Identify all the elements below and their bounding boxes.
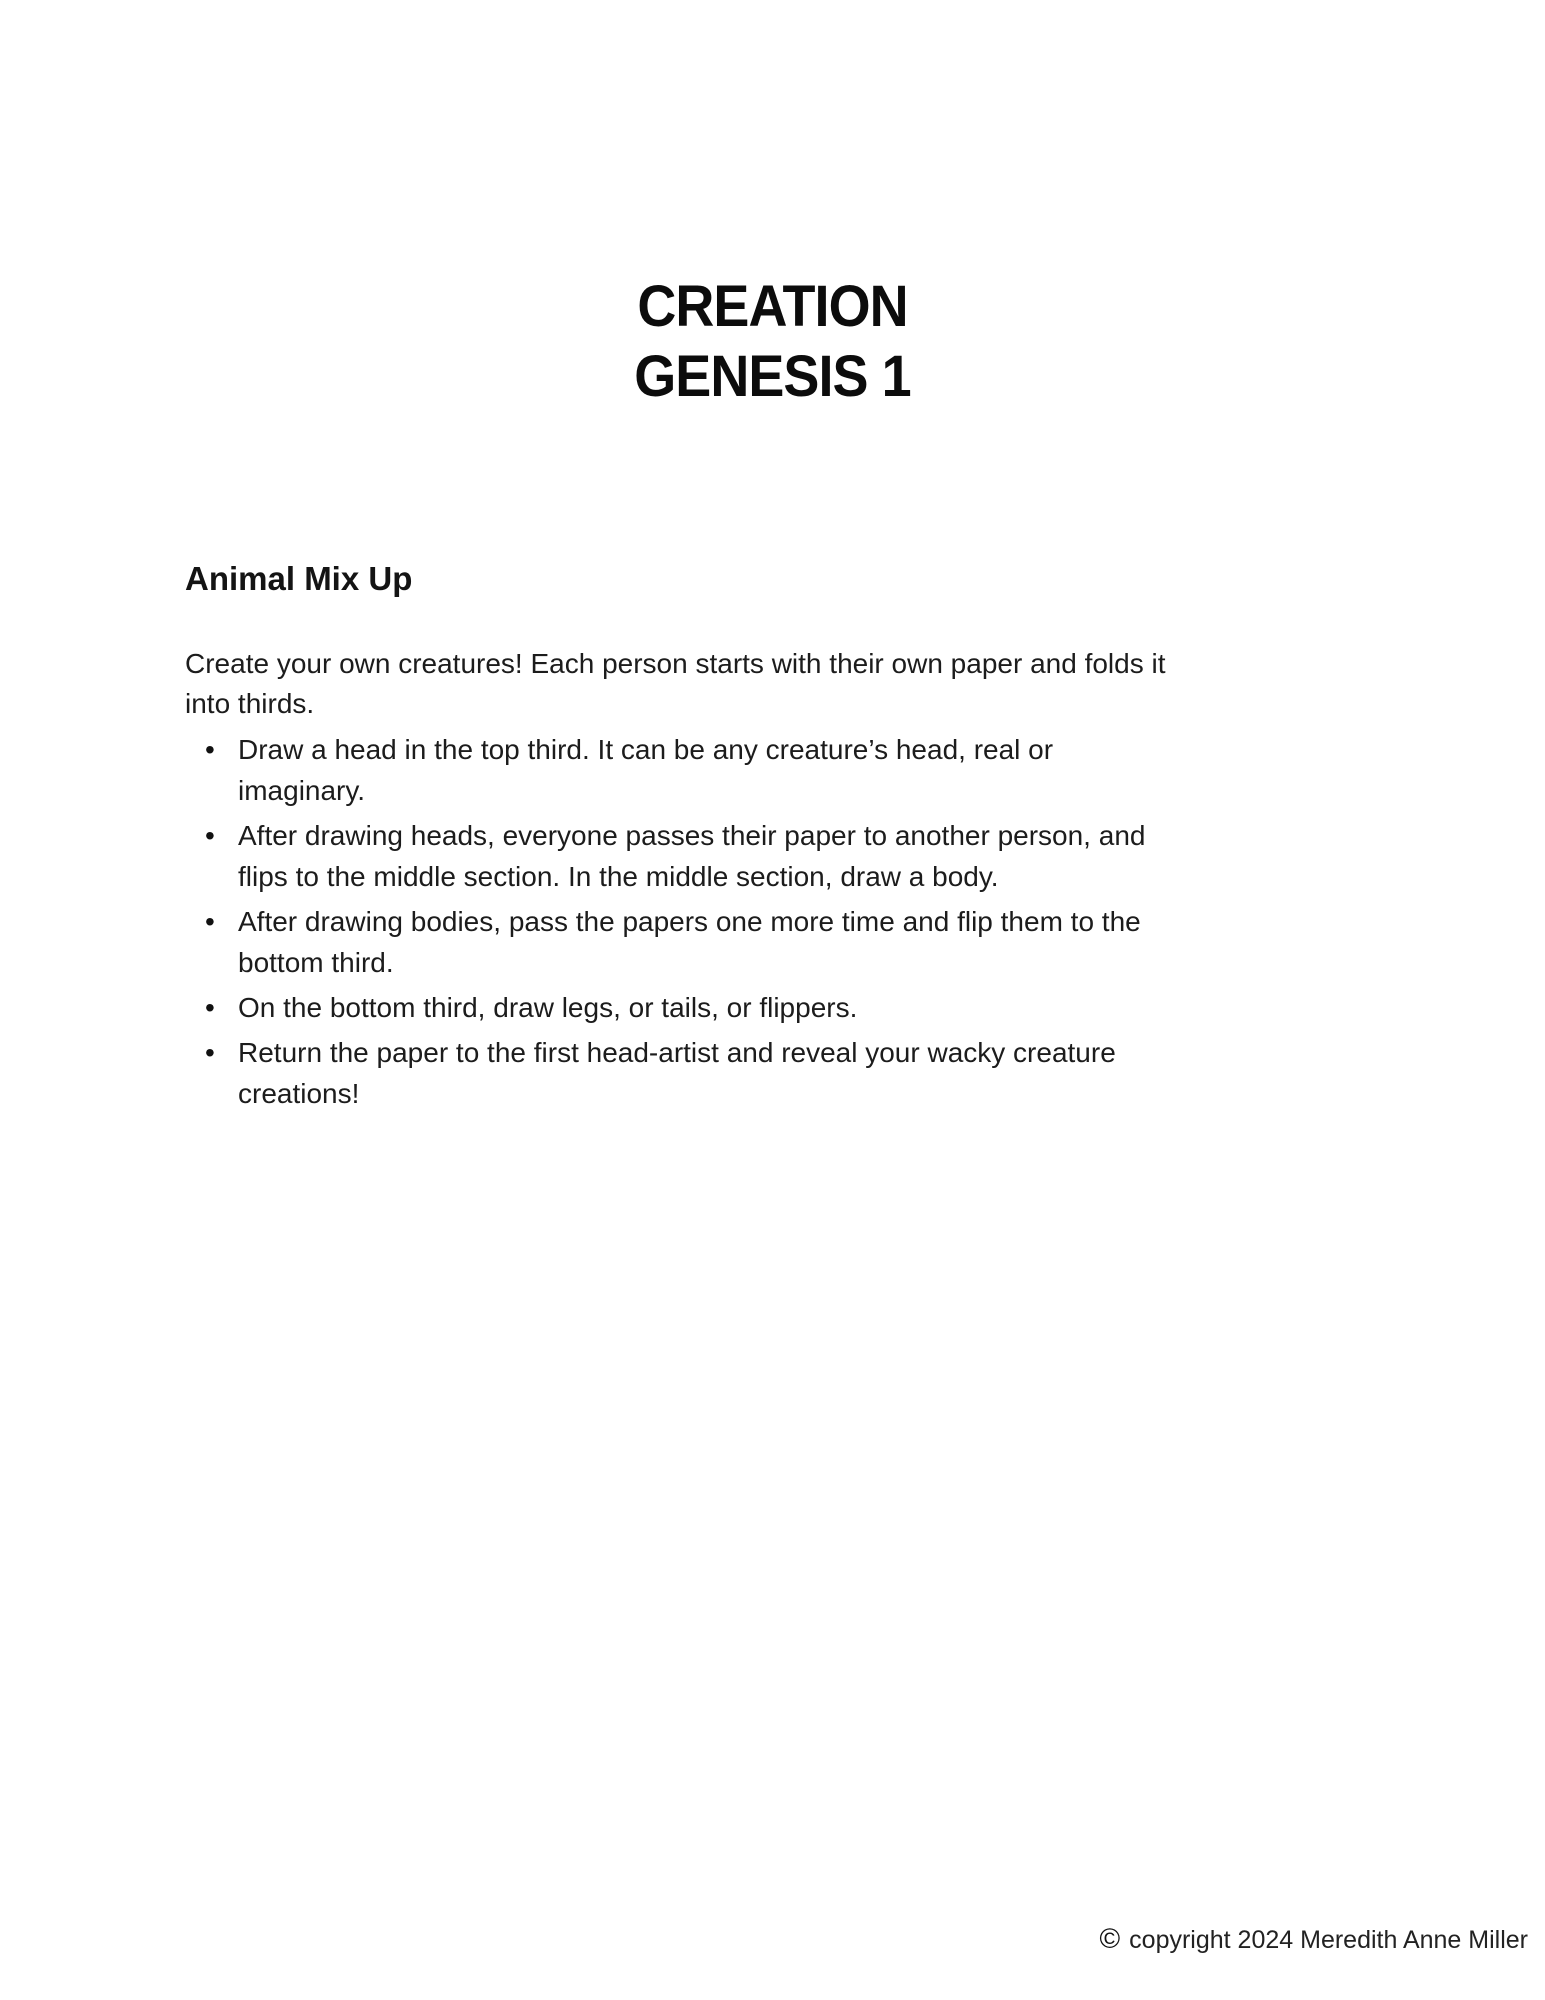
list-item-text: After drawing heads, everyone passes their paper to another person, and <box>238 820 1146 851</box>
list-item-text: After drawing bodies, pass the papers one more time and flip them to the <box>238 906 1141 937</box>
document-title-line-2: GENESIS 1 <box>634 344 911 409</box>
bullet-icon <box>205 815 225 856</box>
copyright-icon: © <box>1099 1923 1121 1954</box>
bullet-icon <box>205 987 225 1028</box>
list-item-text: flips to the middle section. In the middle section, draw a body. <box>238 861 999 892</box>
list-item <box>185 815 1515 897</box>
activity-section <box>185 558 1515 1118</box>
list-item <box>185 1032 1515 1114</box>
intro-line: Create your own creatures! Each person starts with their own paper and folds it <box>185 648 1166 679</box>
intro-paragraph <box>185 644 1515 724</box>
bullet-icon <box>205 1032 225 1073</box>
list-item <box>185 901 1515 983</box>
copyright-text: copyright 2024 Meredith Anne Miller <box>1129 1926 1528 1954</box>
list-item <box>185 729 1515 811</box>
document-title <box>54 272 1491 412</box>
section-heading: Animal Mix Up <box>185 560 413 597</box>
instructions-list <box>185 729 1515 1114</box>
bullet-icon <box>205 901 225 942</box>
list-item-text: Return the paper to the first head-artist and reveal your wacky creature <box>238 1037 1116 1068</box>
document-title-line-1: CREATION <box>637 274 908 339</box>
list-item-text: imaginary. <box>238 775 366 806</box>
list-item-text: Draw a head in the top third. It can be any creature’s head, real or <box>238 734 1054 765</box>
list-item-text: bottom third. <box>238 947 394 978</box>
bullet-icon <box>205 729 225 770</box>
list-item <box>185 987 1515 1028</box>
list-item-text: On the bottom third, draw legs, or tails, or flippers. <box>238 992 858 1023</box>
intro-line: into thirds. <box>185 688 315 719</box>
list-item-text: creations! <box>238 1078 360 1109</box>
copyright-footer <box>1100 1924 1528 1955</box>
